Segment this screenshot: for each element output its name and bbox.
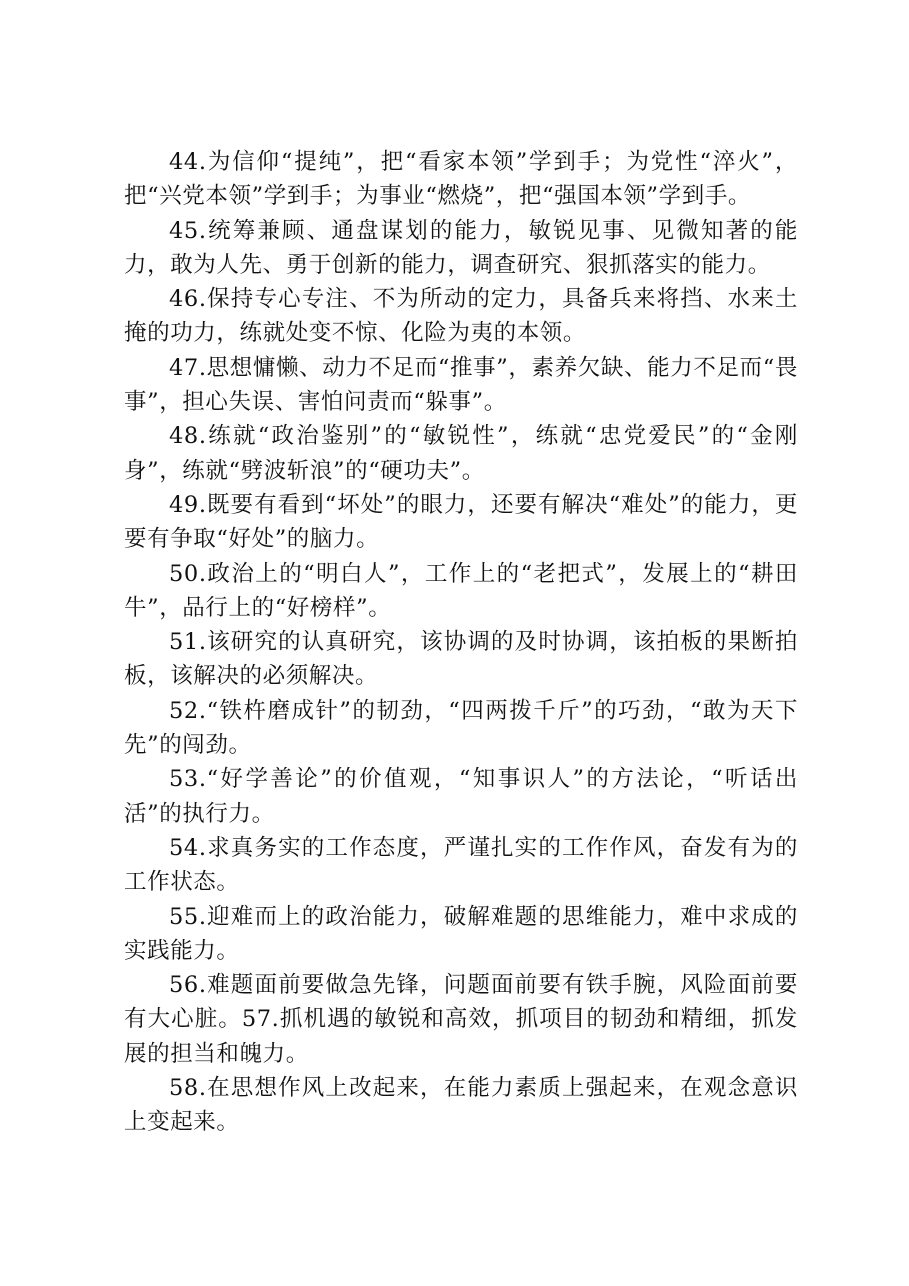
document-body	[124, 145, 798, 1140]
paragraph-44: 44.为信仰“提纯”，把“看家本领”学到手；为党性“淬火”，把“兴党本领”学到手；为事业“燃烧”，把“强国本领”学到手。	[124, 149, 798, 210]
paragraph-46: 46.保持专心专注、不为所动的定力，具备兵来将挡、水来土掩的功力，练就处变不惊、化险为夷的本领。	[124, 286, 798, 347]
paragraph-47: 47.思想慵懒、动力不足而“推事”，素养欠缺、能力不足而“畏事”，担心失误、害怕问责而“躲事”。	[124, 354, 798, 416]
paragraph-52: 52.“铁杵磨成针”的韧劲，“四两拨千斤”的巧劲，“敢为天下先”的闯劲。	[124, 697, 798, 759]
paragraph-49: 49.既要有看到“坏处”的眼力，还要有解决“难处”的能力，更要有争取“好处”的脑力。	[124, 491, 798, 553]
paragraph-51: 51.该研究的认真研究，该协调的及时协调，该拍板的果断拍板，该解决的必须解决。	[124, 629, 798, 690]
paragraph-54: 54.求真务实的工作态度，严谨扎实的工作作风，奋发有为的工作状态。	[124, 834, 798, 896]
paragraph-55: 55.迎难而上的政治能力，破解难题的思维能力，难中求成的实践能力。	[124, 903, 798, 964]
paragraph-45: 45.统筹兼顾、通盘谋划的能力，敏锐见事、见微知著的能力，敢为人先、勇于创新的能力，调查研究、狠抓落实的能力。	[124, 217, 798, 278]
paragraph-50: 50.政治上的“明白人”，工作上的“老把式”，发展上的“耕田牛”，品行上的“好榜样”。	[124, 560, 798, 621]
paragraph-48: 48.练就“政治鉴别”的“敏锐性”，练就“忠党爱民”的“金刚身”，练就“劈波斩浪”的“硬功夫”。	[124, 423, 798, 484]
paragraph-53: 53.“好学善论”的价值观，“知事识人”的方法论，“听话出活”的执行力。	[124, 766, 798, 827]
paragraph-58: 58.在思想作风上改起来，在能力素质上强起来，在观念意识上变起来。	[124, 1075, 798, 1136]
paragraph-56-57: 56.难题面前要做急先锋，问题面前要有铁手腕，风险面前要有大心脏。57.抓机遇的敏锐和高效，抓项目的韧劲和精细，抓发展的担当和魄力。	[124, 972, 798, 1067]
